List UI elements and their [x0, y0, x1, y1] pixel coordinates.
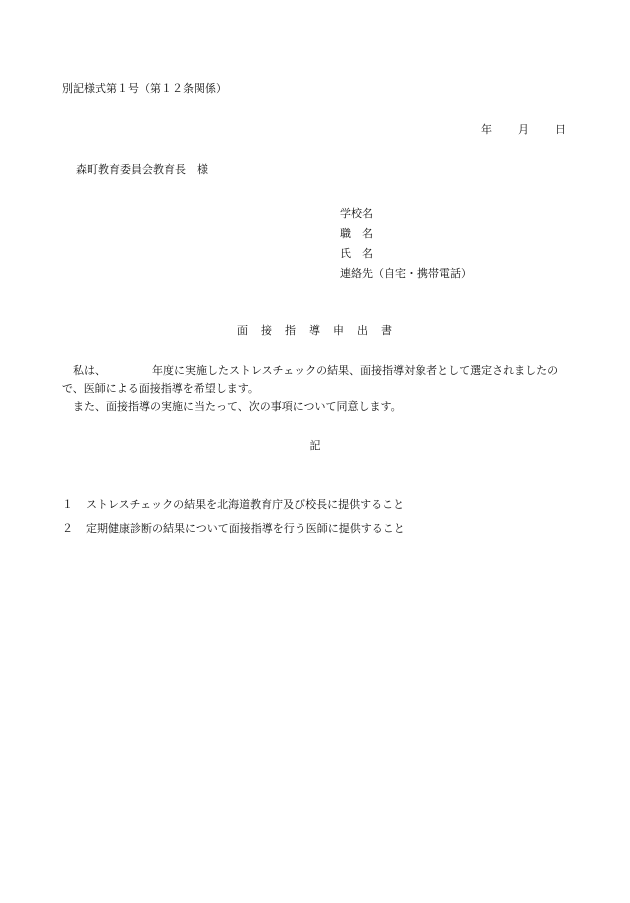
item-text: ストレスチェックの結果を北海道教育庁及び校長に提供すること [86, 498, 405, 511]
date-line [481, 124, 566, 135]
request-paragraph [62, 362, 572, 398]
form-number: 別記様式第１号（第１２条関係） [62, 82, 227, 95]
ki-heading: 記 [309, 439, 321, 452]
document-title: 面 接 指 導 申 出 書 [237, 324, 393, 337]
request-text: 年度に実施したストレスチェックの結果、面接指導対象者として選定されましたので、医師による面接指導を希望します。 [62, 364, 559, 395]
contact-label: 連絡先（自宅・携帯電話） [340, 267, 472, 280]
item-text: 定期健康診断の結果について面接指導を行う医師に提供すること [86, 522, 405, 535]
list-item [62, 493, 405, 517]
request-prefix: 私は、 [73, 364, 106, 377]
date-day-label: 日 [555, 123, 566, 136]
school-name-label: 学校名 [340, 207, 373, 220]
addressee: 森町教育委員会教育長 様 [76, 163, 208, 176]
applicant-block [340, 204, 472, 284]
date-year-label: 年 [481, 123, 492, 136]
item-number: １ [62, 498, 73, 511]
consent-items [62, 493, 405, 541]
consent-paragraph: また、面接指導の実施に当たって、次の事項について同意します。 [73, 400, 402, 413]
item-number: ２ [62, 522, 73, 535]
body-text [62, 362, 572, 416]
list-item [62, 517, 405, 541]
date-month-label: 月 [518, 123, 529, 136]
position-label: 職 名 [340, 227, 373, 240]
name-label: 氏 名 [340, 247, 373, 260]
